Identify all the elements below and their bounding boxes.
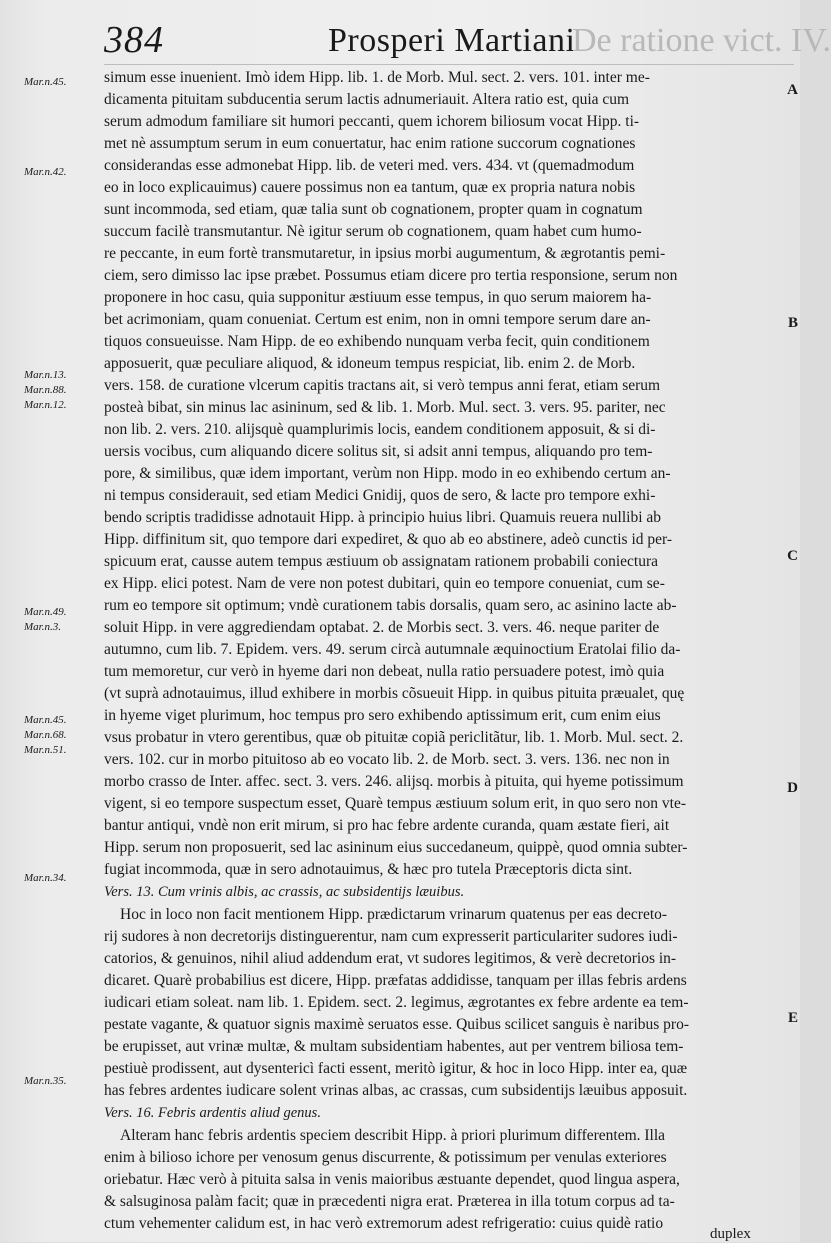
text-line: uersis vocibus, cum aliquando dicere solitus sit, si adsit anni tempus, aliquando pro tem-	[104, 443, 653, 460]
text-line: Hipp. diffinitum sit, quo tempore dari expediret, & quo ab eo abstinere, adeò cunctis id per-	[104, 531, 673, 548]
text-line: (vt suprà adnotauimus, illud exhibere in morbis cõsueuit Hipp. in quibus pituita præualet, quę	[104, 685, 685, 702]
text-line: enim à bilioso ichore per venosum genus discurrente, & potissimum per venulas exteriores	[104, 1149, 667, 1166]
text-line: bet acrimoniam, quam conueniat. Certum est enim, non in omni tempore serum dare an-	[104, 311, 651, 328]
text-line: Hipp. serum non proposuerit, sed lac asininum eius succedaneum, quippè, quod omnia subter-	[104, 839, 688, 856]
text-line: vsus probatur in vtero gerentibus, quæ ob pituitæ copiã periclitãtur, lib. 1. Morb. Mul. sect. 2.	[104, 729, 684, 746]
text-line: pestate vagante, & quatuor signis maximè seruatos esse. Quibus scilicet sanguis è naribus pro-	[104, 1016, 689, 1033]
verse-heading: Vers. 13. Cum vrinis albis, ac crassis, ac subsidentijs læuibus.	[104, 884, 465, 900]
text-line: dicaret. Quarè probabilius est dicere, Hipp. præfatas addidisse, tanquam per illas febris ardens	[104, 972, 687, 989]
margin-note: Mar.n.68.	[24, 729, 67, 741]
margin-note: Mar.n.3.	[24, 621, 61, 633]
text-line: & salsuginosa palàm facit; quæ in præcedenti nigra erat. Præterea in illa totum corpus ad ta-	[104, 1193, 675, 1210]
text-line: eo in loco explicauimus) cauere possimus non ea tantum, quæ ex propria natura nobis	[104, 179, 636, 196]
margin-note: Mar.n.45.	[24, 714, 67, 726]
text-line: apposuerit, quæ peculiare aliquod, & idoneum tempus respiciat, lib. enim 2. de Morb.	[104, 355, 636, 372]
margin-note: Mar.n.35.	[24, 1075, 67, 1087]
text-line: fugiat incommoda, quæ in sero adnotauimus, & hæc pro tutela Præceptoris dicta sint.	[104, 861, 633, 878]
text-line: ex Hipp. elici potest. Nam de vere non potest dubitari, quin eo tempore conueniat, cum se-	[104, 575, 665, 592]
text-line: met nè assumptum serum in eum conuertatur, hac enim ratione succorum cognationes	[104, 135, 636, 152]
margin-note: Mar.n.12.	[24, 399, 67, 411]
text-line: non lib. 2. vers. 210. alijsquè quamplurimis locis, eandem conditionem apposuit, & si di-	[104, 421, 656, 438]
text-line: considerandas esse admonebat Hipp. lib. de veteri med. vers. 434. vt (quemadmodum	[104, 157, 635, 174]
text-line: bendo scriptis tradidisse adnotauit Hipp. à principio huius libri. Quamuis reuera nullibi ab	[104, 509, 662, 526]
text-line: vers. 102. cur in morbo pituitoso ab eo vocato lib. 2. de Morb. sect. 3. vers. 136. nec non in	[104, 751, 670, 768]
signature-mark: B	[787, 315, 798, 331]
text-line: oriebatur. Hæc verò à pituita salsa in venis maioribus æstuante dependet, quod lingua aspera,	[104, 1171, 680, 1188]
text-line: in hyeme viget plurimum, hoc tempus pro sero exhibendo aptissimum erit, cum enim eius	[104, 707, 661, 724]
text-line: iudicari etiam soleat. nam lib. 1. Epidem. sect. 2. legimus, ægrotantes ex febre ardente ea tem-	[104, 994, 689, 1011]
text-line: autumno, cum lib. 7. Epidem. vers. 49. serum circà autumnale æquinoctium Eratolai filio da-	[104, 641, 681, 658]
margin-note: Mar.n.45.	[24, 76, 67, 88]
margin-note: Mar.n.42.	[24, 166, 67, 178]
signature-mark: D	[787, 780, 798, 796]
text-line: has febres ardentes iudicare solent vrinas albas, ac crassas, cum subsidentijs læuibus apposuit.	[104, 1082, 688, 1099]
text-line: re peccante, in eum fortè transmutaretur, in ipsius morbi augumentum, & ægrotantis pemi-	[104, 245, 666, 262]
page-number: 384	[104, 19, 164, 61]
text-line: bantur antiqui, vndè non erit mirum, si pro hac febre ardente curanda, quam æstate fieri, ait	[104, 817, 670, 834]
text-line: succum facilè transmutantur. Nè igitur serum ob cognationem, quam habet cum humo-	[104, 223, 642, 240]
text-line: soluit Hipp. in vere aggrediendam optabat. 2. de Morbis sect. 3. vers. 46. neque pariter de	[104, 619, 660, 636]
text-line: rij sudores à non decretorijs distinguerentur, nam cum expresserit particulariter sudores iudi-	[104, 928, 678, 945]
text-line: catorios, & genuinos, nihil aliud addendum erat, vt sudores legitimos, & verè decretorios in-	[104, 950, 677, 967]
text-line: Hoc in loco non facit mentionem Hipp. prædictarum vrinarum quatenus per eas decreto-	[120, 906, 668, 923]
text-line: dicamenta pituitam subducentia serum lactis adnumeriauit. Altera ratio est, quia cum	[104, 91, 630, 108]
text-line: proponere in hoc casu, quia supponitur æstiuum esse tempus, in quo serum maiorem ha-	[104, 289, 652, 306]
margin-note: Mar.n.49.	[24, 606, 67, 618]
text-line: rum eo tempore sit optimum; vndè curationem tabis dorsalis, quam sero, ac asinino lacte ab-	[104, 597, 677, 614]
text-line: vers. 158. de curatione vlcerum capitis tractans ait, si verò tempus anni ferat, etiam serum	[104, 377, 661, 394]
text-line: spicuum erat, causse autem tempus æstiuum ob assignatam rationem probabili coniectura	[104, 553, 658, 570]
text-line: tum memoretur, cur verò in hyeme dari non debeat, nulla ratio persuadere potest, imò quia	[104, 663, 665, 680]
margin-note: Mar.n.88.	[24, 384, 67, 396]
verse-heading: Vers. 16. Febris ardentis aliud genus.	[104, 1105, 321, 1121]
running-title: Prosperi Martiani	[328, 22, 576, 59]
header-rule	[104, 64, 794, 65]
margin-note: Mar.n.13.	[24, 369, 67, 381]
catchword: duplex	[710, 1226, 751, 1242]
text-line: simum esse inuenient. Imò idem Hipp. lib. 1. de Morb. Mul. sect. 2. vers. 101. inter me-	[104, 69, 650, 86]
text-line: Alteram hanc febris ardentis speciem describit Hipp. à priori plurimum differentem. Illa	[120, 1127, 666, 1144]
text-line: morbo crasso de Inter. affec. sect. 3. vers. 246. alijsq. morbis à pituita, qui hyeme potissimum	[104, 773, 684, 790]
text-line: ctum vehementer calidum est, in hac verò extremorum adest refrigeratio: cuius quidè ratio	[104, 1215, 664, 1232]
text-line: serum admodum familiare sit humori peccanti, quem ichorem biliosum vocat Hipp. ti-	[104, 113, 640, 130]
text-line: posteà bibat, sin minus lac asininum, sed & lib. 1. Morb. Mul. sect. 3. vers. 95. pariter, nec	[104, 399, 666, 416]
margin-note: Mar.n.51.	[24, 744, 67, 756]
text-line: be erupisset, aut vrinæ multæ, & multam subsidentiam habentes, aut per ventrem biliosa tem-	[104, 1038, 684, 1055]
text-line: pestiuè prodissent, aut dysentericì facti essent, meritò igitur, & hoc in loco Hipp. inter ea, quæ	[104, 1060, 688, 1077]
text-line: vigent, si eo tempore suspectum esset, Quarè tempus æstiuum solum erit, in quo sero non vte-	[104, 795, 687, 812]
signature-mark: E	[787, 1010, 798, 1026]
bleed-through-heading: De ratione vict. IV.	[572, 22, 831, 59]
margin-note: Mar.n.34.	[24, 872, 67, 884]
text-line: ciem, sero dimisso lac ipse præbet. Possumus etiam dicere pro tertia responsione, serum non	[104, 267, 678, 284]
text-line: pore, & similibus, quæ idem important, verùm non Hipp. modo in eo exhibendo certum an-	[104, 465, 671, 482]
text-line: ni tempus considerauit, sed etiam Medici Gnidij, quos de sero, & lacte pro tempore exhi-	[104, 487, 656, 504]
text-line: sunt incommoda, sed etiam, quæ talia sunt ob cognationem, propter quam in cognatum	[104, 201, 643, 218]
signature-mark: A	[787, 82, 798, 98]
text-line: tiquos consueuisse. Nam Hipp. de eo exhibendo nunquam verba fecit, quin conditionem	[104, 333, 650, 350]
signature-mark: C	[787, 548, 798, 564]
